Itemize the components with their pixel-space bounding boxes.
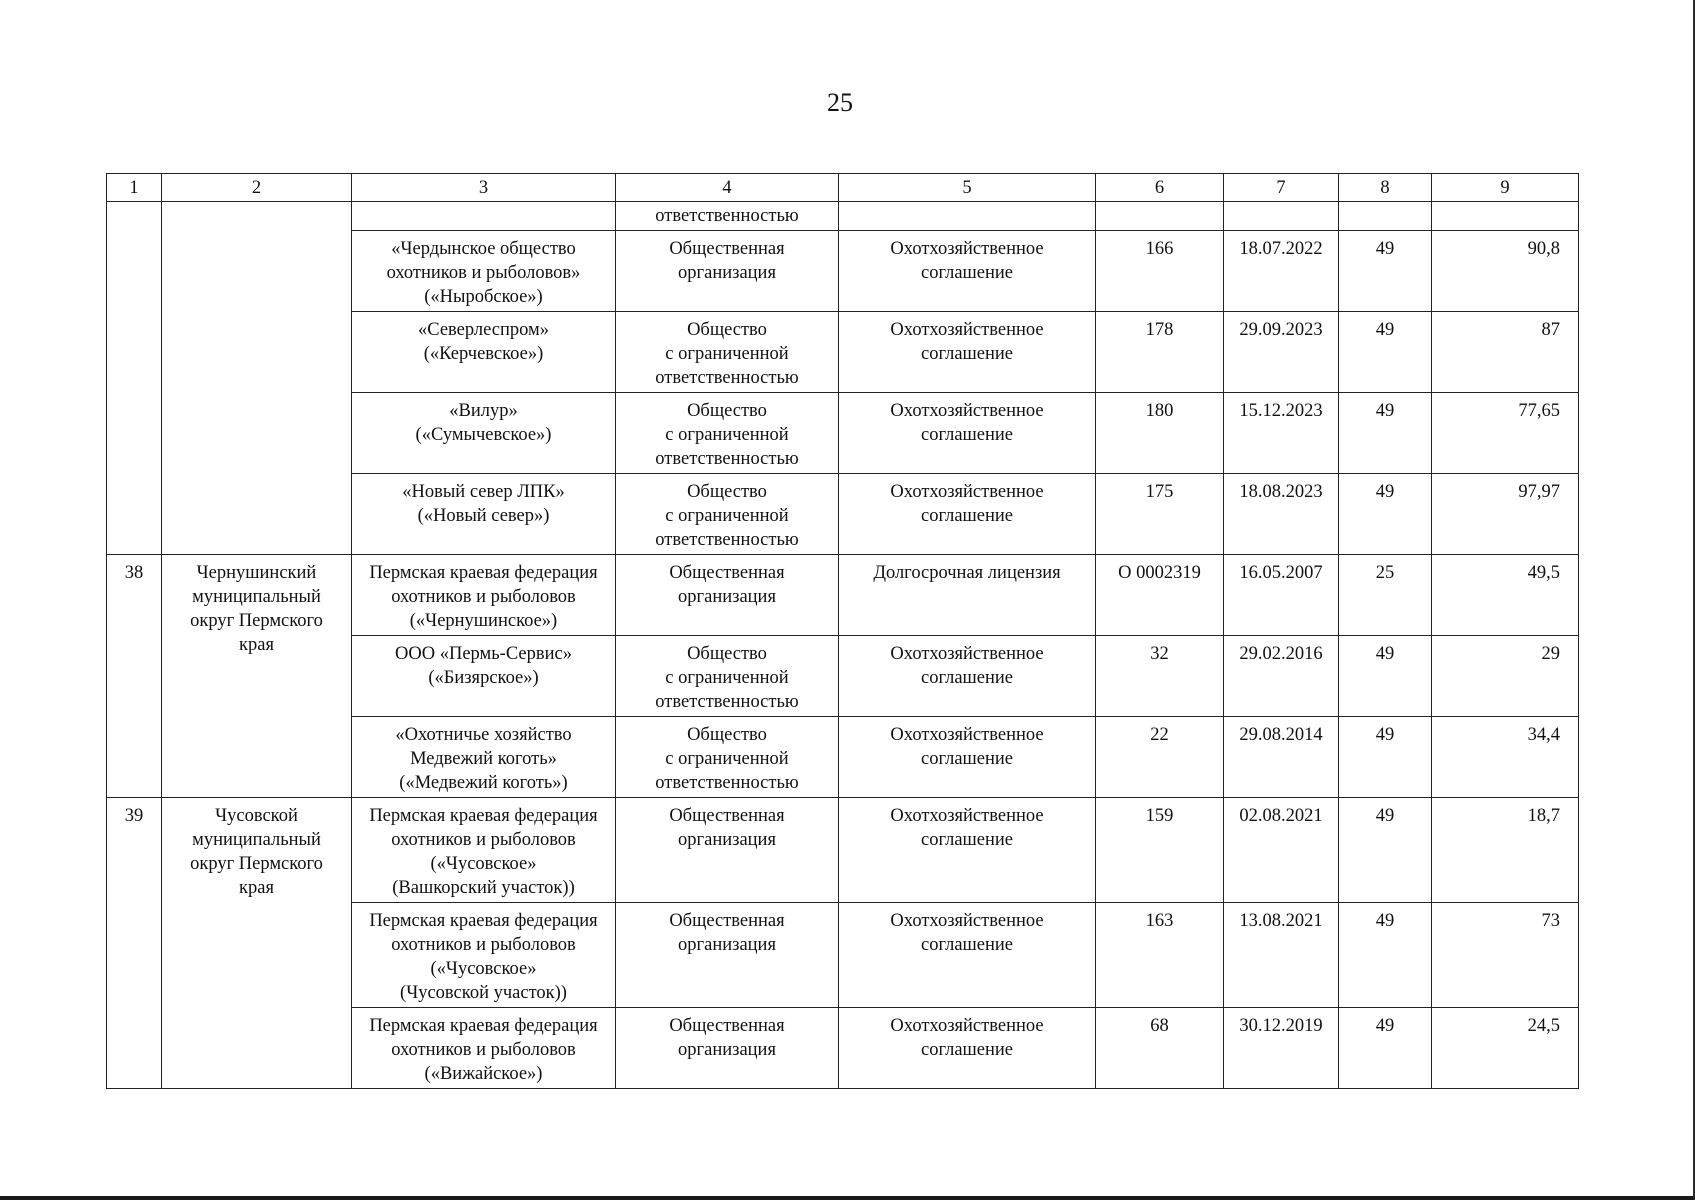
area-cell: 87 (1432, 312, 1579, 393)
hunting-user-cell (352, 312, 616, 393)
cell-line: соглашение (920, 1040, 1014, 1060)
document-number-cell: 175 (1096, 474, 1224, 555)
document-type-cell (839, 555, 1096, 636)
org-form-cell (616, 474, 839, 555)
cell-line: Общество (687, 644, 767, 664)
document-date-cell: 30.12.2019 (1224, 1008, 1339, 1089)
row-number-cell (107, 202, 162, 555)
cell-line: («Медвежий коготь») (399, 773, 568, 793)
cell-line: («Керчевское») (423, 344, 544, 364)
document-type-cell (839, 393, 1096, 474)
cell-line: Общество (687, 725, 767, 745)
document-type-cell (839, 474, 1096, 555)
column-header: 1 (107, 174, 162, 202)
hunting-user-cell (352, 474, 616, 555)
document-date-cell: 02.08.2021 (1224, 798, 1339, 903)
document-date-cell (1224, 202, 1339, 231)
page-number: 25 (827, 88, 853, 117)
area-cell: 24,5 (1432, 1008, 1579, 1089)
area-cell: 34,4 (1432, 717, 1579, 798)
hunting-user-cell (352, 717, 616, 798)
cell-line: соглашение (920, 935, 1014, 955)
area-cell: 77,65 (1432, 393, 1579, 474)
org-form-cell (616, 202, 839, 231)
cell-line: Общественная (669, 806, 785, 826)
document-type-cell (839, 903, 1096, 1008)
cell-line: округ Пермского (190, 611, 323, 631)
org-form-cell (616, 555, 839, 636)
cell-line: (Чусовской участок)) (400, 983, 567, 1003)
cell-line: Пермская краевая федерация (369, 1016, 598, 1036)
cell-line: с ограниченной (665, 749, 789, 769)
cell-line: соглашение (920, 425, 1014, 445)
column-header: 9 (1432, 174, 1579, 202)
column-header: 2 (162, 174, 352, 202)
cell-line: Чернушинский (196, 563, 317, 583)
document-type-cell (839, 717, 1096, 798)
cell-line: Общественная (669, 239, 785, 259)
hunting-user-cell (352, 798, 616, 903)
area-cell: 97,97 (1432, 474, 1579, 555)
document-date-cell: 29.08.2014 (1224, 717, 1339, 798)
cell-line: Охотхозяйственное (890, 911, 1044, 931)
hunting-user-cell (352, 555, 616, 636)
document-type-cell (839, 231, 1096, 312)
area-cell (1432, 202, 1579, 231)
column-number-header-row (107, 174, 1579, 202)
cell-line: Охотхозяйственное (890, 725, 1044, 745)
hunting-user-cell (352, 202, 616, 231)
cell-line: организация (678, 587, 776, 607)
cell-line: Охотхозяйственное (890, 1016, 1044, 1036)
cell-line: организация (678, 935, 776, 955)
document-type-cell (839, 798, 1096, 903)
document-date-cell: 16.05.2007 (1224, 555, 1339, 636)
cell-line: соглашение (920, 263, 1014, 283)
cell-line: охотников и рыболовов (391, 587, 576, 607)
row-number-cell: 38 (107, 555, 162, 798)
cell-line: округ Пермского (190, 854, 323, 874)
cell-line: Охотхозяйственное (890, 482, 1044, 502)
cell-line: («Бизярское») (428, 668, 539, 688)
cell-line: Чусовской (215, 806, 298, 826)
cell-line: охотников и рыболовов (391, 830, 576, 850)
term-cell (1339, 202, 1432, 231)
hunting-user-cell (352, 1008, 616, 1089)
column-header: 6 (1096, 174, 1224, 202)
document-number-cell: 159 (1096, 798, 1224, 903)
cell-line: «Охотничье хозяйство (395, 725, 572, 745)
cell-line: с ограниченной (665, 668, 789, 688)
document-number-cell: О 0002319 (1096, 555, 1224, 636)
cell-line: Пермская краевая федерация (369, 911, 598, 931)
cell-line: соглашение (920, 506, 1014, 526)
cell-line: ответственностью (655, 449, 799, 469)
cell-line: Общество (687, 320, 767, 340)
registry-table (106, 173, 1579, 1089)
column-header: 7 (1224, 174, 1339, 202)
org-form-cell (616, 312, 839, 393)
document-number-cell: 68 (1096, 1008, 1224, 1089)
district-cell (162, 798, 352, 1089)
document-number-cell: 180 (1096, 393, 1224, 474)
document-type-cell (839, 636, 1096, 717)
hunting-user-cell (352, 231, 616, 312)
document-number-cell: 166 (1096, 231, 1224, 312)
hunting-user-cell (352, 903, 616, 1008)
document-number-cell: 32 (1096, 636, 1224, 717)
document-date-cell: 29.09.2023 (1224, 312, 1339, 393)
cell-line: соглашение (920, 344, 1014, 364)
column-header: 4 (616, 174, 839, 202)
document-number-cell: 178 (1096, 312, 1224, 393)
cell-line: («Ныробское») (424, 287, 543, 307)
cell-line: ответственностью (655, 368, 799, 388)
cell-line: соглашение (920, 749, 1014, 769)
org-form-cell (616, 1008, 839, 1089)
cell-line: Охотхозяйственное (890, 320, 1044, 340)
cell-line: организация (678, 830, 776, 850)
term-cell: 49 (1339, 393, 1432, 474)
column-header: 8 (1339, 174, 1432, 202)
cell-line: Долгосрочная лицензия (873, 563, 1061, 583)
cell-line: организация (678, 1040, 776, 1060)
column-header: 3 (352, 174, 616, 202)
cell-line: («Чусовское» (430, 959, 537, 979)
area-cell: 73 (1432, 903, 1579, 1008)
org-form-cell (616, 636, 839, 717)
cell-line: Охотхозяйственное (890, 644, 1044, 664)
term-cell: 49 (1339, 798, 1432, 903)
district-cell (162, 202, 352, 555)
table-row (107, 798, 1579, 903)
term-cell: 49 (1339, 636, 1432, 717)
cell-line: Охотхозяйственное (890, 806, 1044, 826)
cell-line: Общественная (669, 563, 785, 583)
term-cell: 49 (1339, 1008, 1432, 1089)
cell-line: «Новый север ЛПК» (402, 482, 565, 502)
cell-line: («Сумычевское») (415, 425, 552, 445)
area-cell: 29 (1432, 636, 1579, 717)
term-cell: 49 (1339, 231, 1432, 312)
cell-line: соглашение (920, 830, 1014, 850)
cell-line: ООО «Пермь-Сервис» (395, 644, 572, 664)
cell-line: «Северлеспром» (418, 320, 549, 340)
table-row (107, 555, 1579, 636)
cell-line: («Вижайское») (424, 1064, 543, 1084)
cell-line: «Вилур» (449, 401, 518, 421)
cell-line: соглашение (920, 668, 1014, 688)
cell-line: муниципальный (192, 830, 321, 850)
cell-line: края (239, 635, 274, 655)
cell-line: Общественная (669, 911, 785, 931)
term-cell: 49 (1339, 474, 1432, 555)
org-form-cell (616, 798, 839, 903)
table-row (107, 202, 1579, 231)
document-date-cell: 15.12.2023 (1224, 393, 1339, 474)
document-number-cell: 163 (1096, 903, 1224, 1008)
term-cell: 49 (1339, 312, 1432, 393)
cell-line: с ограниченной (665, 506, 789, 526)
term-cell: 25 (1339, 555, 1432, 636)
cell-line: Охотхозяйственное (890, 239, 1044, 259)
term-cell: 49 (1339, 903, 1432, 1008)
cell-line: Пермская краевая федерация (369, 806, 598, 826)
area-cell: 90,8 (1432, 231, 1579, 312)
org-form-cell (616, 903, 839, 1008)
cell-line: («Чусовское» (430, 854, 537, 874)
cell-line: организация (678, 263, 776, 283)
cell-line: Общество (687, 401, 767, 421)
cell-line: («Новый север») (417, 506, 550, 526)
cell-line: Охотхозяйственное (890, 401, 1044, 421)
area-cell: 18,7 (1432, 798, 1579, 903)
org-form-cell (616, 717, 839, 798)
document-date-cell: 18.08.2023 (1224, 474, 1339, 555)
term-cell: 49 (1339, 717, 1432, 798)
cell-line: ответственностью (655, 773, 799, 793)
cell-line: «Чердынское общество (391, 239, 576, 259)
cell-line: ответственностью (655, 206, 799, 226)
scan-edge (0, 1196, 1695, 1200)
cell-line: с ограниченной (665, 344, 789, 364)
district-cell (162, 555, 352, 798)
org-form-cell (616, 231, 839, 312)
document-date-cell: 18.07.2022 (1224, 231, 1339, 312)
document-number-cell: 22 (1096, 717, 1224, 798)
document-type-cell (839, 202, 1096, 231)
cell-line: («Чернушинское») (409, 611, 558, 631)
row-number-cell: 39 (107, 798, 162, 1089)
cell-line: охотников и рыболовов» (386, 263, 581, 283)
document-date-cell: 13.08.2021 (1224, 903, 1339, 1008)
document-type-cell (839, 1008, 1096, 1089)
cell-line: (Вашкорский участок)) (392, 878, 575, 898)
hunting-user-cell (352, 636, 616, 717)
org-form-cell (616, 393, 839, 474)
document-type-cell (839, 312, 1096, 393)
column-header: 5 (839, 174, 1096, 202)
cell-line: ответственностью (655, 692, 799, 712)
cell-line: Пермская краевая федерация (369, 563, 598, 583)
cell-line: Медвежий коготь» (410, 749, 557, 769)
cell-line: охотников и рыболовов (391, 935, 576, 955)
document-number-cell (1096, 202, 1224, 231)
cell-line: с ограниченной (665, 425, 789, 445)
cell-line: Общественная (669, 1016, 785, 1036)
cell-line: Общество (687, 482, 767, 502)
hunting-user-cell (352, 393, 616, 474)
cell-line: муниципальный (192, 587, 321, 607)
cell-line: ответственностью (655, 530, 799, 550)
cell-line: края (239, 878, 274, 898)
cell-line: охотников и рыболовов (391, 1040, 576, 1060)
area-cell: 49,5 (1432, 555, 1579, 636)
document-date-cell: 29.02.2016 (1224, 636, 1339, 717)
